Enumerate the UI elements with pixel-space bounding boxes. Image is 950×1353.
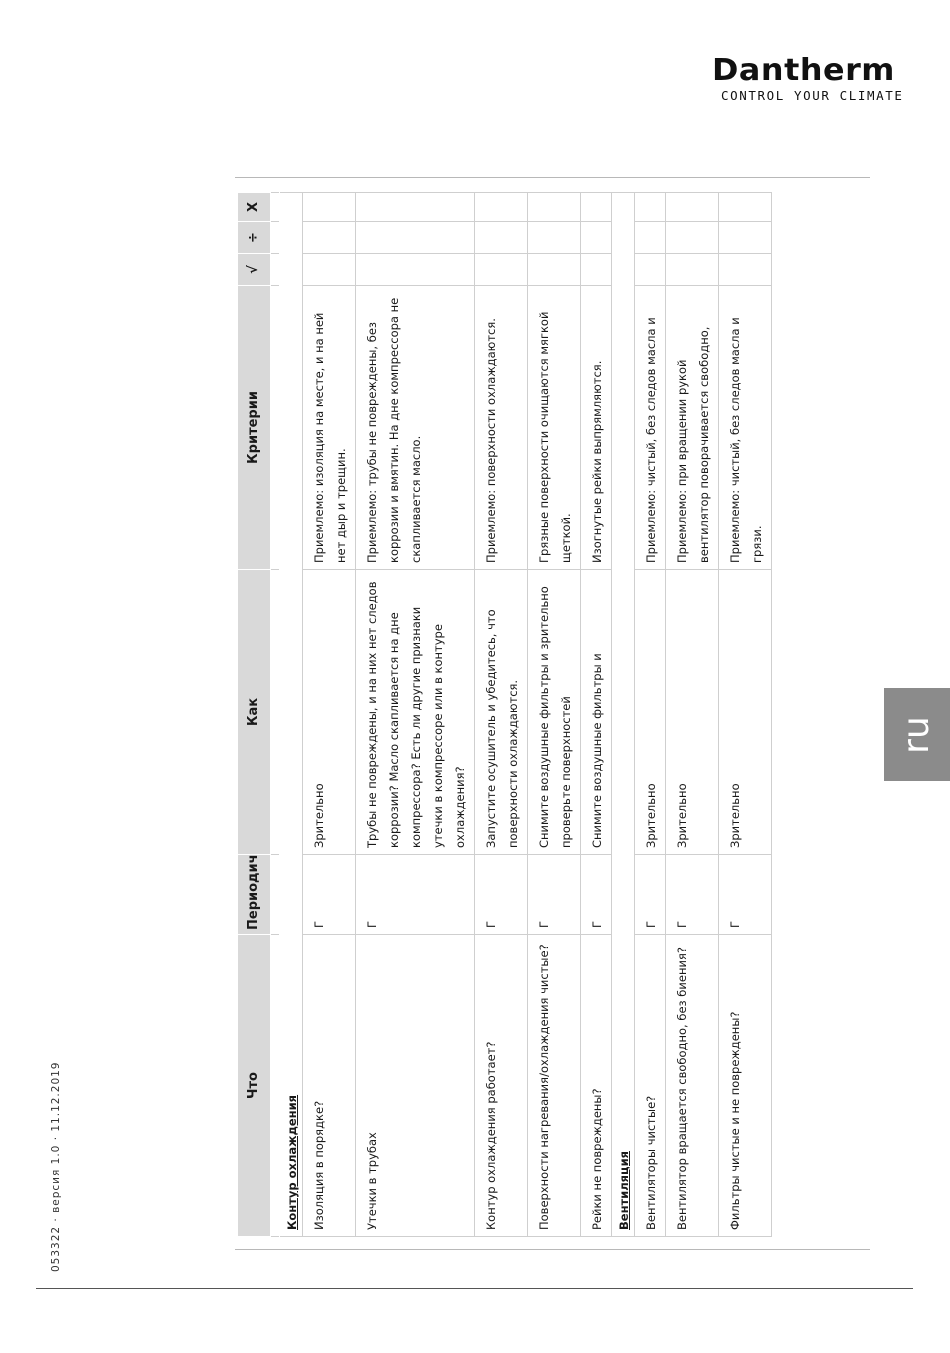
maintenance-checklist xyxy=(237,193,764,1237)
check-ok-cell[interactable] xyxy=(303,254,356,286)
check-fail-cell[interactable] xyxy=(581,193,612,222)
check-fail-cell[interactable] xyxy=(475,193,528,222)
header-check-partial: ÷ xyxy=(238,222,271,254)
cell-criteria: Приемлемо: изоляция на месте, и на ней нет дыр и трещин. xyxy=(303,286,356,570)
cell-criteria: Приемлемо: трубы не повреждены, без коррозии и вмятин. На дне компрессора не скапливается масло. xyxy=(356,286,475,570)
cell-criteria: Изогнутые рейки выпрямляются. xyxy=(581,286,612,570)
cell-how: Запустите осушитель и убедитесь, что поверхности охлаждаются. xyxy=(475,570,528,855)
table-row xyxy=(581,193,612,1237)
cell-what: Вентилятор вращается свободно, без биения? xyxy=(666,935,719,1237)
check-fail-cell[interactable] xyxy=(719,193,772,222)
check-partial-cell[interactable] xyxy=(719,222,772,254)
table-row xyxy=(356,193,475,1237)
header-check-fail: X xyxy=(238,193,271,222)
cell-criteria: Приемлемо: при вращении рукой вентилятор поворачивается свободно, xyxy=(666,286,719,570)
document-reference: 053322 · версия 1.0 · 11.12.2019 xyxy=(50,1061,62,1272)
language-tab-label: ru xyxy=(896,715,937,754)
checklist-table xyxy=(237,192,772,1237)
check-fail-cell[interactable] xyxy=(356,193,475,222)
check-partial-cell[interactable] xyxy=(475,222,528,254)
checklist-body xyxy=(271,193,772,1237)
cell-what: Рейки не повреждены? xyxy=(581,935,612,1237)
cell-what: Утечки в трубах xyxy=(356,935,475,1237)
table-row xyxy=(719,193,772,1237)
check-ok-cell[interactable] xyxy=(581,254,612,286)
check-ok-cell[interactable] xyxy=(528,254,581,286)
cell-how: Зрительно xyxy=(635,570,666,855)
cell-criteria: Приемлемо: поверхности охлаждаются. xyxy=(475,286,528,570)
cell-period: Г xyxy=(666,855,719,935)
cell-criteria: Приемлемо: чистый, без следов масла и xyxy=(635,286,666,570)
brand-logo xyxy=(712,53,922,103)
cell-how: Снимите воздушные фильтры и xyxy=(581,570,612,855)
brand-name: Dantherm xyxy=(712,53,895,88)
cell-criteria: Приемлемо: чистый, без следов масла и грязи. xyxy=(719,286,772,570)
header-period: Периодич xyxy=(238,855,271,935)
cell-what: Изоляция в порядке? xyxy=(303,935,356,1237)
cell-how: Зрительно xyxy=(719,570,772,855)
check-ok-cell[interactable] xyxy=(635,254,666,286)
cell-criteria: Грязные поверхности очищаются мягкой щеткой. xyxy=(528,286,581,570)
cell-period: Г xyxy=(356,855,475,935)
check-partial-cell[interactable] xyxy=(581,222,612,254)
header-criteria: Критерии xyxy=(238,286,271,570)
footer-divider xyxy=(36,1288,913,1289)
language-tab[interactable] xyxy=(884,688,950,781)
cell-how: Снимите воздушные фильтры и зрительно проверьте поверхностей xyxy=(528,570,581,855)
table-row xyxy=(475,193,528,1237)
check-partial-cell[interactable] xyxy=(528,222,581,254)
check-partial-cell[interactable] xyxy=(303,222,356,254)
cell-how: Трубы не повреждены, и на них нет следов коррозии? Масло скапливается на дне компрессора? Есть ли другие признаки утечки в компрессоре или в контуре охлаждения? xyxy=(356,570,475,855)
header-check-ok: √ xyxy=(238,254,271,286)
check-ok-cell[interactable] xyxy=(666,254,719,286)
brand-tagline: CONTROL YOUR CLIMATE xyxy=(721,88,904,103)
header-what: Что xyxy=(238,935,271,1237)
cell-what: Поверхности нагревания/охлаждения чистые? xyxy=(528,935,581,1237)
cell-period: Г xyxy=(475,855,528,935)
cell-period: Г xyxy=(303,855,356,935)
check-ok-cell[interactable] xyxy=(356,254,475,286)
section-title: Контур охлаждения xyxy=(280,193,303,1237)
table-row xyxy=(528,193,581,1237)
check-partial-cell[interactable] xyxy=(635,222,666,254)
cell-what: Фильтры чистые и не повреждены? xyxy=(719,935,772,1237)
cell-period: Г xyxy=(635,855,666,935)
table-row xyxy=(635,193,666,1237)
check-fail-cell[interactable] xyxy=(528,193,581,222)
cell-how: Зрительно xyxy=(303,570,356,855)
check-fail-cell[interactable] xyxy=(303,193,356,222)
check-partial-cell[interactable] xyxy=(666,222,719,254)
cell-period: Г xyxy=(719,855,772,935)
check-partial-cell[interactable] xyxy=(356,222,475,254)
cell-what: Контур охлаждения работает? xyxy=(475,935,528,1237)
section-row xyxy=(280,193,303,1237)
bottom-divider xyxy=(235,1249,870,1250)
cell-what: Вентиляторы чистые? xyxy=(635,935,666,1237)
header-how: Как xyxy=(238,570,271,855)
section-title: Вентиляция xyxy=(612,193,635,1237)
check-ok-cell[interactable] xyxy=(719,254,772,286)
header-spacer-row xyxy=(271,193,280,1237)
check-fail-cell[interactable] xyxy=(635,193,666,222)
table-row xyxy=(303,193,356,1237)
cell-how: Зрительно xyxy=(666,570,719,855)
section-row xyxy=(612,193,635,1237)
check-fail-cell[interactable] xyxy=(666,193,719,222)
table-row xyxy=(666,193,719,1237)
check-ok-cell[interactable] xyxy=(475,254,528,286)
table-header-row xyxy=(238,193,271,1237)
top-divider xyxy=(235,177,870,178)
cell-period: Г xyxy=(528,855,581,935)
cell-period: Г xyxy=(581,855,612,935)
